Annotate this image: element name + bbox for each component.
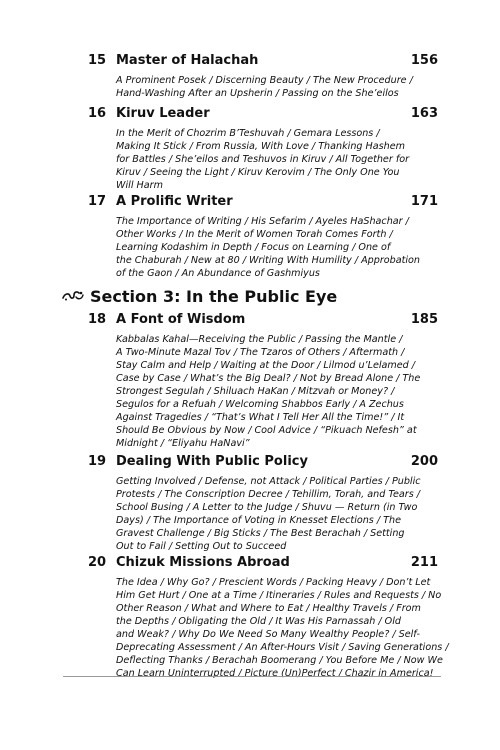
chapter-page-number[interactable]: 163 <box>410 106 438 121</box>
subtopic-line: Out to Fail / Setting Out to Succeed <box>116 541 287 552</box>
chapter-heading <box>88 554 438 572</box>
chapter-page-number[interactable]: 156 <box>410 53 438 68</box>
subtopic-line: of the Gaon / An Abundance of Gashmiyus <box>116 268 320 279</box>
subtopic-line: The Idea / Why Go? / Prescient Words / Packing Heavy / Don’t Let <box>116 577 431 588</box>
subtopic-line: Days) / The Importance of Voting in Knesset Elections / The <box>116 515 401 526</box>
chapter-number: 15 <box>88 53 107 68</box>
subtopic-line: Kiruv / Seeing the Light / Kiruv Kerovim / The Only One You <box>116 167 400 178</box>
subtopic-line: Making It Stick / From Russia, With Love / Thanking Hashem <box>116 141 405 152</box>
chapter-subtopics <box>116 576 449 680</box>
subtopic-line: Gravest Challenge / Big Sticks / The Best Berachah / Setting <box>116 528 405 539</box>
subtopic-line: Should Be Obvious by Now / Cool Advice / “Pikuach Nefesh” at <box>116 425 417 436</box>
chapter-title[interactable]: Dealing With Public Policy <box>116 454 308 469</box>
section-title: Section 3: In the Public Eye <box>90 287 338 306</box>
chapter-title[interactable]: Chizuk Missions Abroad <box>116 555 290 570</box>
subtopic-line: Kabbalas Kahal—Receiving the Public / Passing the Mantle / <box>116 334 403 345</box>
chapter-entry <box>88 554 449 680</box>
subtopic-line: and Weak? / Why Do We Need So Many Wealthy People? / Self- <box>116 629 420 640</box>
section-heading[interactable] <box>62 286 337 308</box>
chapter-heading <box>88 453 438 471</box>
subtopic-line: Learning Kodashim in Depth / Focus on Learning / One of <box>116 242 391 253</box>
subtopic-line: Other Works / In the Merit of Women Torah Comes Forth / <box>116 229 393 240</box>
chapter-title[interactable]: A Font of Wisdom <box>116 312 246 327</box>
subtopic-line: Him Get Hurt / One at a Time / Itineraries / Rules and Requests / No <box>116 590 442 601</box>
subtopic-line: A Prominent Posek / Discerning Beauty / The New Procedure / <box>116 75 413 86</box>
subtopic-line: Protests / The Conscription Decree / Tehillim, Torah, and Tears / <box>116 489 421 500</box>
chapter-entry <box>88 311 438 450</box>
chapter-number: 19 <box>88 454 107 469</box>
subtopic-line: Segulos for a Refuah / Welcoming Shabbos Early / A Zechus <box>116 399 404 410</box>
subtopic-line: Midnight / “Eliyahu HaNavi” <box>116 438 250 449</box>
subtopic-line: the Chaburah / New at 80 / Writing With Humility / Approbation <box>116 255 420 266</box>
chapter-heading <box>88 52 438 70</box>
subtopic-line: Strongest Segulah / Shiluach HaKan / Mitzvah or Money? / <box>116 386 395 397</box>
divider <box>63 676 441 677</box>
subtopic-line: Deprecating Assessment / An After-Hours Visit / Saving Generations / <box>116 642 449 653</box>
chapter-page-number[interactable]: 171 <box>410 194 438 209</box>
chapter-title[interactable]: A Prolific Writer <box>116 194 233 209</box>
chapter-heading <box>88 311 438 329</box>
chapter-page-number[interactable]: 211 <box>410 555 438 570</box>
chapter-subtopics <box>116 475 421 553</box>
subtopic-line: Getting Involved / Defense, not Attack / Political Parties / Public <box>116 476 421 487</box>
chapter-title[interactable]: Master of Halachah <box>116 53 259 68</box>
subtopic-line: Other Reason / What and Where to Eat / Healthy Travels / From <box>116 603 421 614</box>
subtopic-line: Deflecting Thanks / Berachah Boomerang / You Before Me / Now We <box>116 655 443 666</box>
chapter-number: 18 <box>88 312 107 327</box>
subtopic-line: Case by Case / What’s the Big Deal? / Not by Bread Alone / The <box>116 373 421 384</box>
chapter-subtopics <box>116 215 420 280</box>
chapter-heading <box>88 193 438 211</box>
chapter-title[interactable]: Kiruv Leader <box>116 106 210 121</box>
subtopic-line: The Importance of Writing / His Sefarim / Ayeles HaShachar / <box>116 216 409 227</box>
chapter-entry <box>88 105 438 192</box>
chapter-number: 20 <box>88 555 107 570</box>
chapter-entry <box>88 453 438 553</box>
chapter-page-number[interactable]: 185 <box>410 312 438 327</box>
chapter-subtopics <box>116 127 416 192</box>
subtopic-line: for Battles / She’eilos and Teshuvos in Kiruv / All Together for <box>116 154 410 165</box>
chapter-number: 16 <box>88 106 107 121</box>
chapter-number: 17 <box>88 194 107 209</box>
chapter-subtopics <box>116 74 416 100</box>
chapter-entry <box>88 193 438 280</box>
subtopic-line: Hand-Washing After an Upsherin / Passing on the She’eilos <box>116 88 399 99</box>
chapter-heading <box>88 105 438 123</box>
subtopic-line: Will Harm <box>116 180 163 191</box>
subtopic-line: the Depths / Obligating the Old / It Was His Parnassah / Old <box>116 616 401 627</box>
subtopic-line: A Two-Minute Mazal Tov / The Tzaros of Others / Aftermath / <box>116 347 405 358</box>
chapter-subtopics <box>116 333 421 450</box>
chapter-page-number[interactable]: 200 <box>410 454 438 469</box>
subtopic-line: In the Merit of Chozrim B’Teshuvah / Gemara Lessons / <box>116 128 380 139</box>
ornament-icon <box>62 286 84 308</box>
chapter-entry <box>88 52 438 100</box>
subtopic-line: Stay Calm and Help / Waiting at the Door / Lilmod u’Lelamed / <box>116 360 416 371</box>
subtopic-line: School Busing / A Letter to the Judge / Shuvu — Return (in Two <box>116 502 418 513</box>
subtopic-line: Against Tragedies / “That’s What I Tell Her All the Time!” / It <box>116 412 405 423</box>
subtopic-line: Can Learn Uninterrupted / Picture (Un)Perfect / Chazir in America! <box>116 668 434 679</box>
